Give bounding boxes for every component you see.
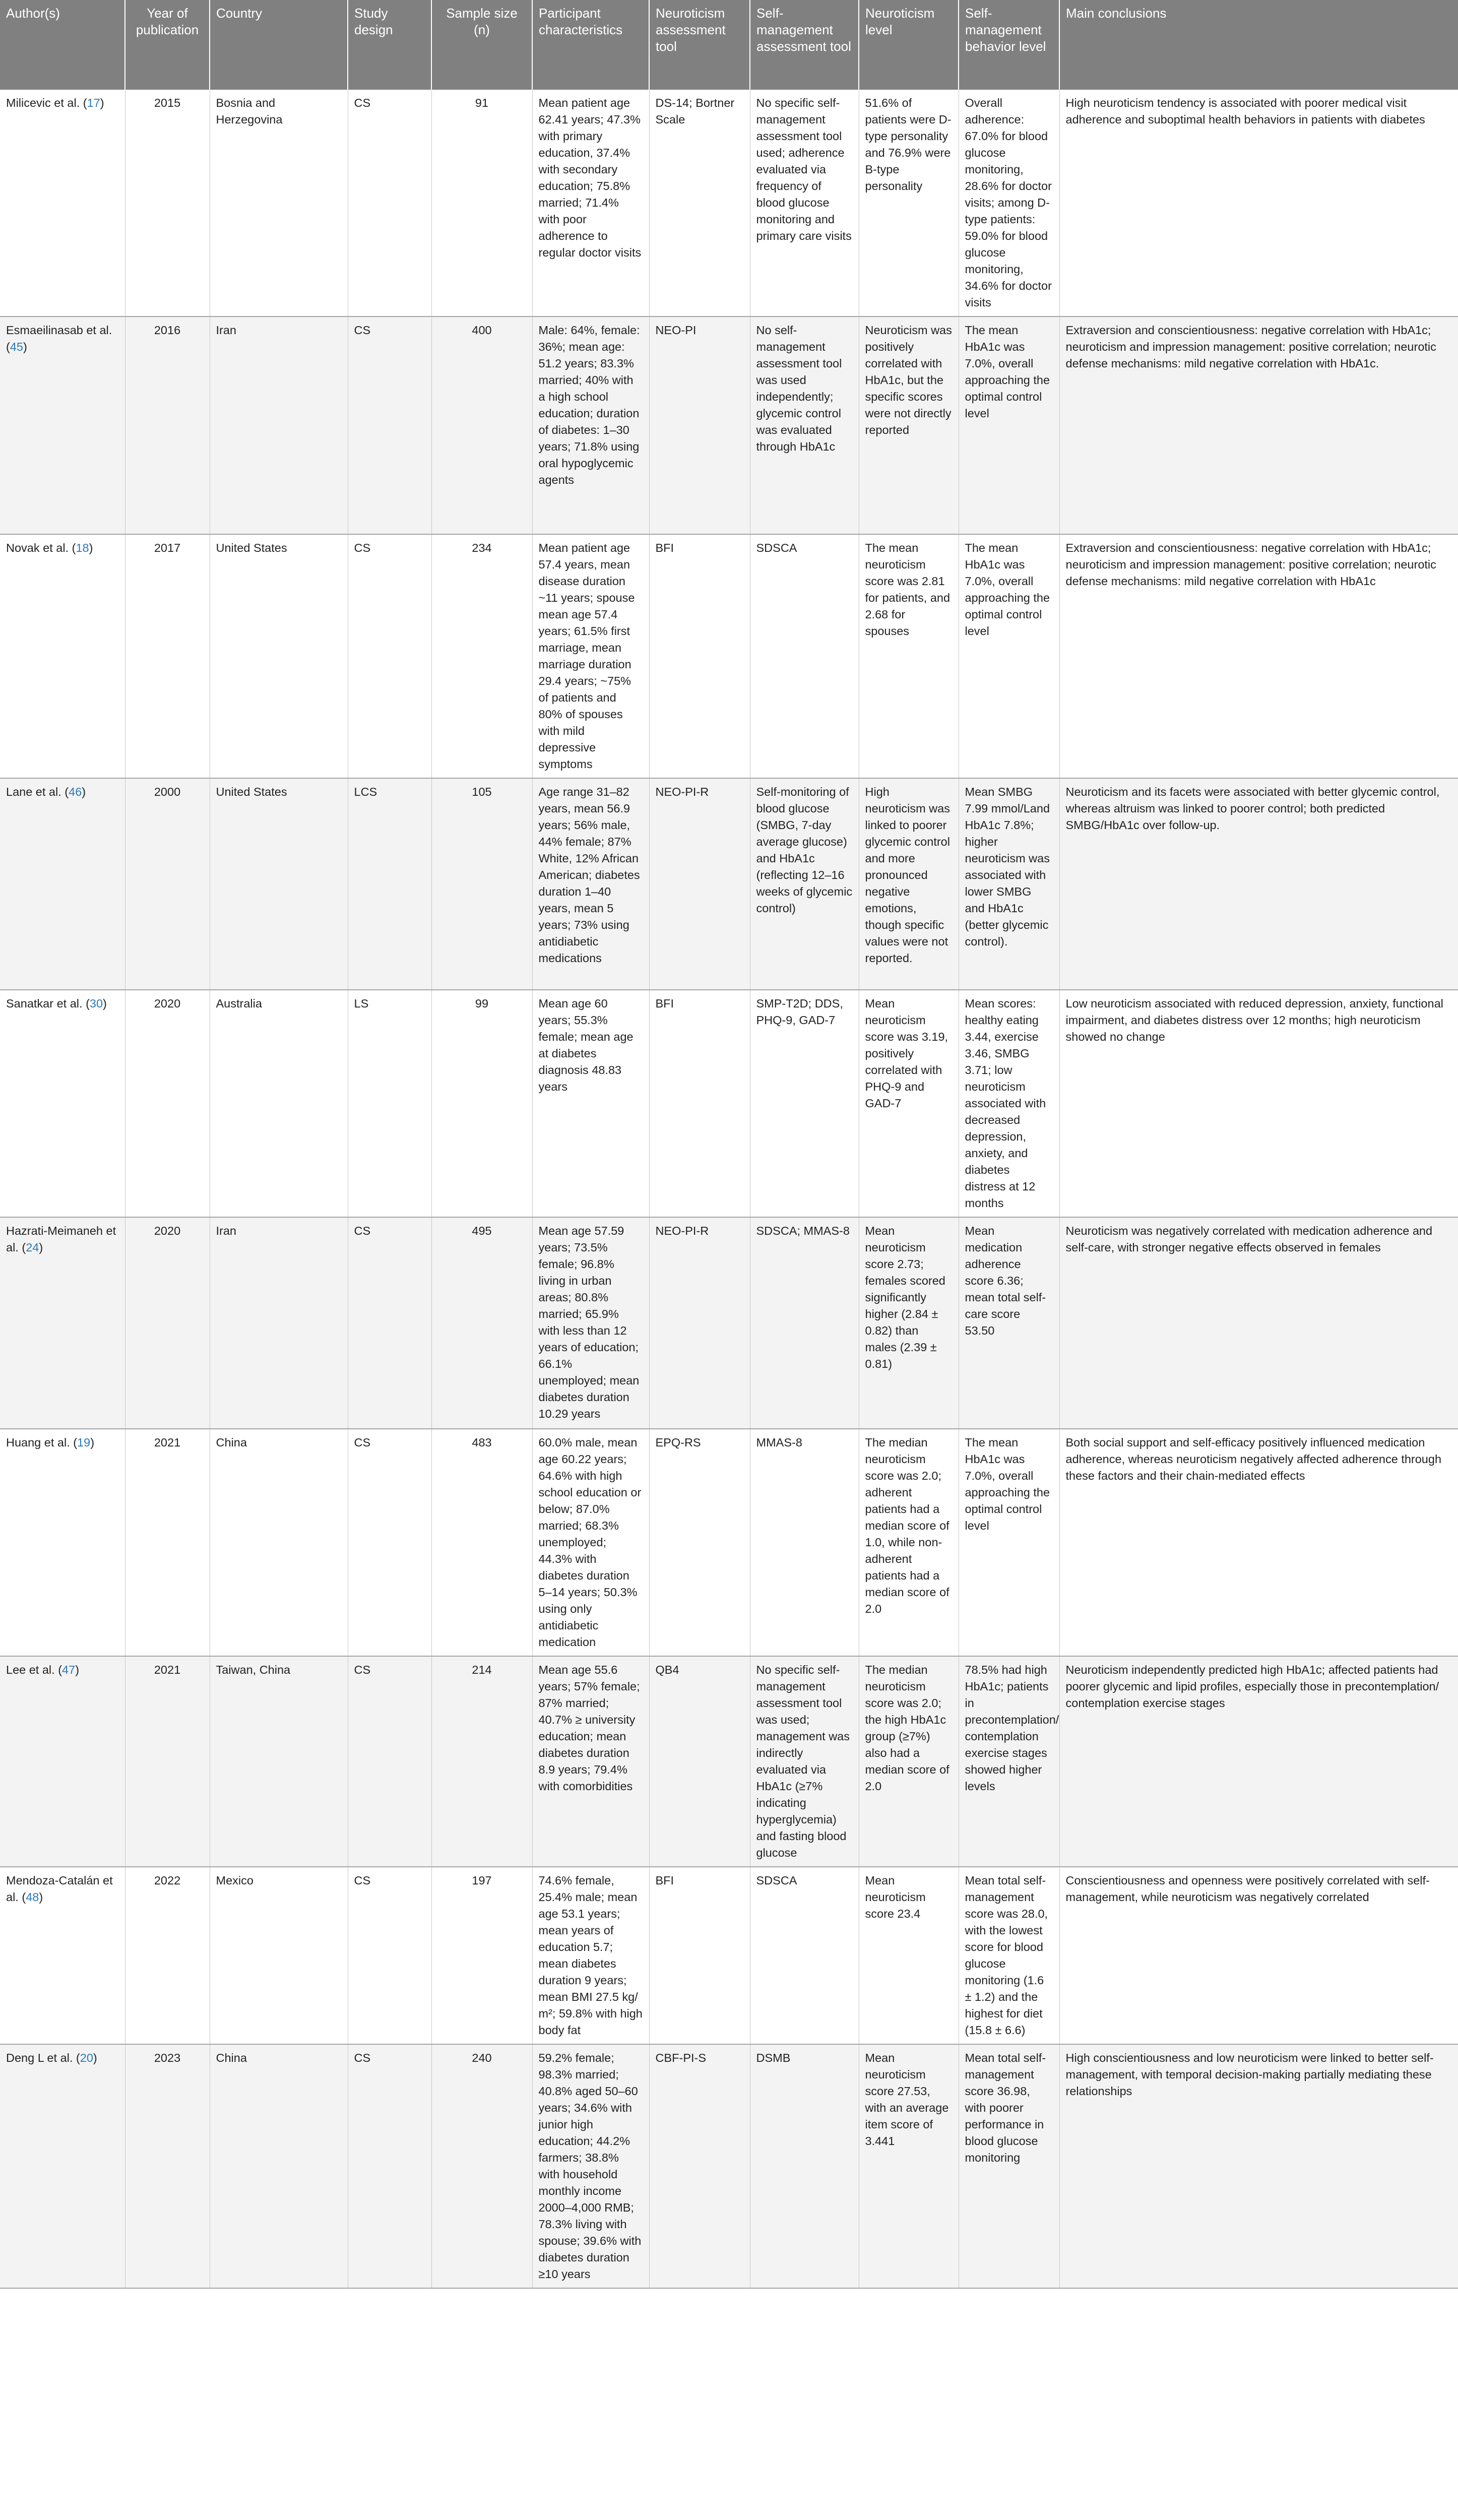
header-row	[0, 0, 1458, 90]
cell-country: Iran	[210, 1217, 348, 1429]
cell-neuroticism-tool: NEO-PI-R	[649, 1217, 750, 1429]
table-row	[0, 990, 1458, 1217]
cell-self-management-level: Mean total self-management score 36.98, with poorer performance in blood glucose monitoring	[959, 2044, 1059, 2288]
cell-participant-characteristics: Mean patient age 62.41 years; 47.3% with primary education, 37.4% with secondary education; 75.8% married; 71.4% with poor adherence to regular doctor visits	[532, 90, 649, 317]
cell-neuroticism-level: Mean neuroticism score 23.4	[859, 1867, 959, 2044]
reference-link[interactable]: 20	[80, 2051, 93, 2064]
cell-main-conclusions: Extraversion and conscientiousness: negative correlation with HbA1c; neuroticism and impression management: positive correlation; neurotic defense mechanisms: mild negative correlation with HbA1c	[1059, 534, 1458, 778]
cell-country: Bosnia and Herzegovina	[210, 90, 348, 317]
cell-country: Australia	[210, 990, 348, 1217]
author-name: Mendoza-Catalán et al.	[6, 1874, 113, 1904]
cell-neuroticism-tool: BFI	[649, 990, 750, 1217]
cell-author: Huang et al. (19)	[0, 1429, 125, 1656]
cell-participant-characteristics: 74.6% female, 25.4% male; mean age 53.1 years; mean years of education 5.7; mean diabetes duration 9 years; mean BMI 27.5 kg/ m²; 59.8% with high body fat	[532, 1867, 649, 2044]
author-name: Sanatkar et al.	[6, 997, 83, 1010]
table-header	[0, 0, 1458, 90]
cell-author: Milicevic et al. (17)	[0, 90, 125, 317]
cell-main-conclusions: High neuroticism tendency is associated with poorer medical visit adherence and suboptimal health behaviors in patients with diabetes	[1059, 90, 1458, 317]
table-row	[0, 2044, 1458, 2288]
author-name: Huang et al.	[6, 1436, 70, 1449]
author-name: Deng L et al.	[6, 2051, 73, 2064]
cell-self-management-tool: No specific self-management assessment tool was used; management was indirectly evaluated via HbA1c (≥7% indicating hyperglycemia) and fasting blood glucose	[750, 1656, 859, 1867]
cell-study-design: CS	[348, 1429, 431, 1656]
cell-year: 2021	[125, 1656, 210, 1867]
cell-sample-size: 214	[431, 1656, 532, 1867]
cell-sample-size: 483	[431, 1429, 532, 1656]
cell-study-design: CS	[348, 1867, 431, 2044]
cell-main-conclusions: High conscientiousness and low neuroticism were linked to better self-management, with temporal decision-making partially mediating these relationships	[1059, 2044, 1458, 2288]
cell-author: Hazrati-Meimaneh et al. (24)	[0, 1217, 125, 1429]
cell-study-design: LCS	[348, 778, 431, 990]
cell-neuroticism-level: The median neuroticism score was 2.0; adherent patients had a median score of 1.0, while non-adherent patients had a median score of 2.0	[859, 1429, 959, 1656]
cell-study-design: LS	[348, 990, 431, 1217]
cell-neuroticism-level: Mean neuroticism score 27.53, with an average item score of 3.441	[859, 2044, 959, 2288]
cell-neuroticism-level: High neuroticism was linked to poorer glycemic control and more pronounced negative emotions, though specific values were not reported.	[859, 778, 959, 990]
cell-main-conclusions: Conscientiousness and openness were positively correlated with self-management, while neuroticism was negatively correlated	[1059, 1867, 1458, 2044]
cell-self-management-level: The mean HbA1c was 7.0%, overall approaching the optimal control level	[959, 317, 1059, 534]
cell-neuroticism-level: 51.6% of patients were D-type personality and 76.9% were B-type personality	[859, 90, 959, 317]
cell-self-management-level: The mean HbA1c was 7.0%, overall approaching the optimal control level	[959, 534, 1059, 778]
cell-self-management-tool: DSMB	[750, 2044, 859, 2288]
cell-sample-size: 91	[431, 90, 532, 317]
table-body	[0, 90, 1458, 2288]
cell-sample-size: 234	[431, 534, 532, 778]
cell-neuroticism-tool: NEO-PI	[649, 317, 750, 534]
cell-self-management-tool: SDSCA	[750, 534, 859, 778]
header-self-management-tool: Self-management assessment tool	[750, 0, 859, 90]
author-name: Lane et al.	[6, 785, 61, 798]
cell-sample-size: 197	[431, 1867, 532, 2044]
reference-link[interactable]: 19	[77, 1436, 91, 1449]
header-neuroticism-level: Neuroticism level	[859, 0, 959, 90]
reference-link[interactable]: 45	[10, 340, 23, 353]
cell-year: 2022	[125, 1867, 210, 2044]
cell-author: Esmaeilinasab et al. (45)	[0, 317, 125, 534]
author-name: Esmaeilinasab et al.	[6, 324, 112, 337]
table-row	[0, 1429, 1458, 1656]
author-name: Novak et al.	[6, 541, 69, 554]
cell-main-conclusions: Both social support and self-efficacy positively influenced medication adherence, whereas neuroticism negatively affected adherence through these factors and their chain-mediated effects	[1059, 1429, 1458, 1656]
cell-self-management-level: The mean HbA1c was 7.0%, overall approaching the optimal control level	[959, 1429, 1059, 1656]
cell-participant-characteristics: Mean age 57.59 years; 73.5% female; 96.8% living in urban areas; 80.8% married; 65.9% with less than 12 years of education; 66.1% unemployed; mean diabetes duration 10.29 years	[532, 1217, 649, 1429]
cell-year: 2023	[125, 2044, 210, 2288]
cell-sample-size: 99	[431, 990, 532, 1217]
cell-sample-size: 400	[431, 317, 532, 534]
cell-year: 2000	[125, 778, 210, 990]
cell-neuroticism-tool: BFI	[649, 1867, 750, 2044]
cell-main-conclusions: Neuroticism was negatively correlated with medication adherence and self-care, with stronger negative effects observed in females	[1059, 1217, 1458, 1429]
reference-link[interactable]: 30	[89, 997, 103, 1010]
author-name: Hazrati-Meimaneh et al.	[6, 1224, 116, 1254]
cell-author: Novak et al. (18)	[0, 534, 125, 778]
cell-study-design: CS	[348, 2044, 431, 2288]
cell-main-conclusions: Low neuroticism associated with reduced depression, anxiety, functional impairment, and diabetes distress over 12 months; high neuroticism showed no change	[1059, 990, 1458, 1217]
cell-sample-size: 240	[431, 2044, 532, 2288]
author-name: Lee et al.	[6, 1663, 55, 1676]
cell-study-design: CS	[348, 534, 431, 778]
table-row	[0, 317, 1458, 534]
author-name: Milicevic et al.	[6, 96, 80, 109]
cell-neuroticism-tool: EPQ-RS	[649, 1429, 750, 1656]
reference-link[interactable]: 17	[87, 96, 100, 109]
cell-country: China	[210, 2044, 348, 2288]
reference-link[interactable]: 18	[76, 541, 89, 554]
cell-author: Lane et al. (46)	[0, 778, 125, 990]
cell-year: 2017	[125, 534, 210, 778]
cell-self-management-level: Mean SMBG 7.99 mmol/Land HbA1c 7.8%; higher neuroticism was associated with lower SMBG and HbA1c (better glycemic control).	[959, 778, 1059, 990]
cell-neuroticism-tool: DS-14; Bortner Scale	[649, 90, 750, 317]
header-sample-size: Sample size (n)	[431, 0, 532, 90]
cell-self-management-tool: No specific self-management assessment tool used; adherence evaluated via frequency of blood glucose monitoring and primary care visits	[750, 90, 859, 317]
reference-link[interactable]: 47	[62, 1663, 76, 1676]
cell-self-management-level: Mean medication adherence score 6.36; mean total self-care score 53.50	[959, 1217, 1059, 1429]
header-main-conclusions: Main conclusions	[1059, 0, 1458, 90]
cell-study-design: CS	[348, 317, 431, 534]
cell-neuroticism-tool: CBF-PI-S	[649, 2044, 750, 2288]
header-year: Year of publication	[125, 0, 210, 90]
cell-neuroticism-level: Neuroticism was positively correlated with HbA1c, but the specific scores were not directly reported	[859, 317, 959, 534]
cell-year: 2021	[125, 1429, 210, 1656]
cell-self-management-level: Overall adherence: 67.0% for blood glucose monitoring, 28.6% for doctor visits; among D-type patients: 59.0% for blood glucose monitoring, 34.6% for doctor visits	[959, 90, 1059, 317]
cell-self-management-tool: SDSCA	[750, 1867, 859, 2044]
header-author: Author(s)	[0, 0, 125, 90]
table-row	[0, 1656, 1458, 1867]
cell-year: 2015	[125, 90, 210, 317]
cell-study-design: CS	[348, 1217, 431, 1429]
table-row	[0, 534, 1458, 778]
cell-main-conclusions: Extraversion and conscientiousness: negative correlation with HbA1c; neuroticism and impression management: positive correlation; neurotic defense mechanisms: mild negative correlation with HbA1c.	[1059, 317, 1458, 534]
cell-self-management-tool: MMAS-8	[750, 1429, 859, 1656]
cell-participant-characteristics: Mean patient age 57.4 years, mean disease duration ~11 years; spouse mean age 57.4 years; 61.5% first marriage, mean marriage duration 29.4 years; ~75% of patients and 80% of spouses with mild depressive symptoms	[532, 534, 649, 778]
cell-neuroticism-tool: NEO-PI-R	[649, 778, 750, 990]
cell-neuroticism-tool: QB4	[649, 1656, 750, 1867]
cell-country: Taiwan, China	[210, 1656, 348, 1867]
cell-author: Mendoza-Catalán et al. (48)	[0, 1867, 125, 2044]
table-row	[0, 90, 1458, 317]
table-row	[0, 1867, 1458, 2044]
cell-participant-characteristics: Male: 64%, female: 36%; mean age: 51.2 years; 83.3% married; 40% with a high school education; duration of diabetes: 1–30 years; 71.8% using oral hypoglycemic agents	[532, 317, 649, 534]
cell-sample-size: 105	[431, 778, 532, 990]
table-row	[0, 778, 1458, 990]
cell-neuroticism-level: The median neuroticism score was 2.0; the high HbA1c group (≥7%) also had a median score of 2.0	[859, 1656, 959, 1867]
cell-self-management-tool: No self-management assessment tool was used independently; glycemic control was evaluated through HbA1c	[750, 317, 859, 534]
cell-participant-characteristics: Mean age 55.6 years; 57% female; 87% married; 40.7% ≥ university education; mean diabetes duration 8.9 years; 79.4% with comorbidities	[532, 1656, 649, 1867]
cell-self-management-level: Mean scores: healthy eating 3.44, exercise 3.46, SMBG 3.71; low neuroticism associated with decreased depression, anxiety, and diabetes distress at 12 months	[959, 990, 1059, 1217]
cell-year: 2016	[125, 317, 210, 534]
header-study-design: Study design	[348, 0, 431, 90]
cell-main-conclusions: Neuroticism independently predicted high HbA1c; affected patients had poorer glycemic and lipid profiles, especially those in precontemplation/ contemplation exercise stages	[1059, 1656, 1458, 1867]
cell-country: United States	[210, 778, 348, 990]
table-row	[0, 1217, 1458, 1429]
cell-neuroticism-tool: BFI	[649, 534, 750, 778]
cell-country: United States	[210, 534, 348, 778]
cell-main-conclusions: Neuroticism and its facets were associated with better glycemic control, whereas altruism was linked to poorer control; both predicted SMBG/HbA1c over follow-up.	[1059, 778, 1458, 990]
cell-participant-characteristics: 59.2% female; 98.3% married; 40.8% aged 50–60 years; 34.6% with junior high education; 44.2% farmers; 38.8% with household monthly income 2000–4,000 RMB; 78.3% living with spouse; 39.6% with diabetes duration ≥10 years	[532, 2044, 649, 2288]
header-country: Country	[210, 0, 348, 90]
header-participant-characteristics: Participant characteristics	[532, 0, 649, 90]
reference-link[interactable]: 46	[69, 785, 82, 798]
cell-self-management-tool: SDSCA; MMAS-8	[750, 1217, 859, 1429]
cell-self-management-level: 78.5% had high HbA1c; patients in precontemplation/ contemplation exercise stages showed higher levels	[959, 1656, 1059, 1867]
cell-participant-characteristics: 60.0% male, mean age 60.22 years; 64.6% with high school education or below; 87.0% married; 68.3% unemployed; 44.3% with diabetes duration 5–14 years; 50.3% using only antidiabetic medication	[532, 1429, 649, 1656]
cell-author: Sanatkar et al. (30)	[0, 990, 125, 1217]
cell-country: Mexico	[210, 1867, 348, 2044]
reference-link[interactable]: 24	[26, 1241, 39, 1254]
cell-self-management-tool: SMP-T2D; DDS, PHQ-9, GAD-7	[750, 990, 859, 1217]
reference-link[interactable]: 48	[26, 1891, 39, 1904]
cell-participant-characteristics: Mean age 60 years; 55.3% female; mean age at diabetes diagnosis 48.83 years	[532, 990, 649, 1217]
cell-sample-size: 495	[431, 1217, 532, 1429]
cell-self-management-level: Mean total self-management score was 28.0, with the lowest score for blood glucose monitoring (1.6 ± 1.2) and the highest for diet (15.8 ± 6.6)	[959, 1867, 1059, 2044]
cell-year: 2020	[125, 1217, 210, 1429]
header-neuroticism-tool: Neuroticism assessment tool	[649, 0, 750, 90]
cell-neuroticism-level: Mean neuroticism score 2.73; females scored significantly higher (2.84 ± 0.82) than males (2.39 ± 0.81)	[859, 1217, 959, 1429]
cell-self-management-tool: Self-monitoring of blood glucose (SMBG, 7-day average glucose) and HbA1c (reflecting 12–16 weeks of glycemic control)	[750, 778, 859, 990]
header-self-management-level: Self-management behavior level	[959, 0, 1059, 90]
cell-author: Lee et al. (47)	[0, 1656, 125, 1867]
cell-neuroticism-level: Mean neuroticism score was 3.19, positively correlated with PHQ-9 and GAD-7	[859, 990, 959, 1217]
cell-country: China	[210, 1429, 348, 1656]
cell-study-design: CS	[348, 90, 431, 317]
cell-year: 2020	[125, 990, 210, 1217]
cell-study-design: CS	[348, 1656, 431, 1867]
cell-participant-characteristics: Age range 31–82 years, mean 56.9 years; 56% male, 44% female; 87% White, 12% African American; diabetes duration 1–40 years, mean 5 years; 73% using antidiabetic medications	[532, 778, 649, 990]
cell-author: Deng L et al. (20)	[0, 2044, 125, 2288]
cell-country: Iran	[210, 317, 348, 534]
cell-neuroticism-level: The mean neuroticism score was 2.81 for patients, and 2.68 for spouses	[859, 534, 959, 778]
